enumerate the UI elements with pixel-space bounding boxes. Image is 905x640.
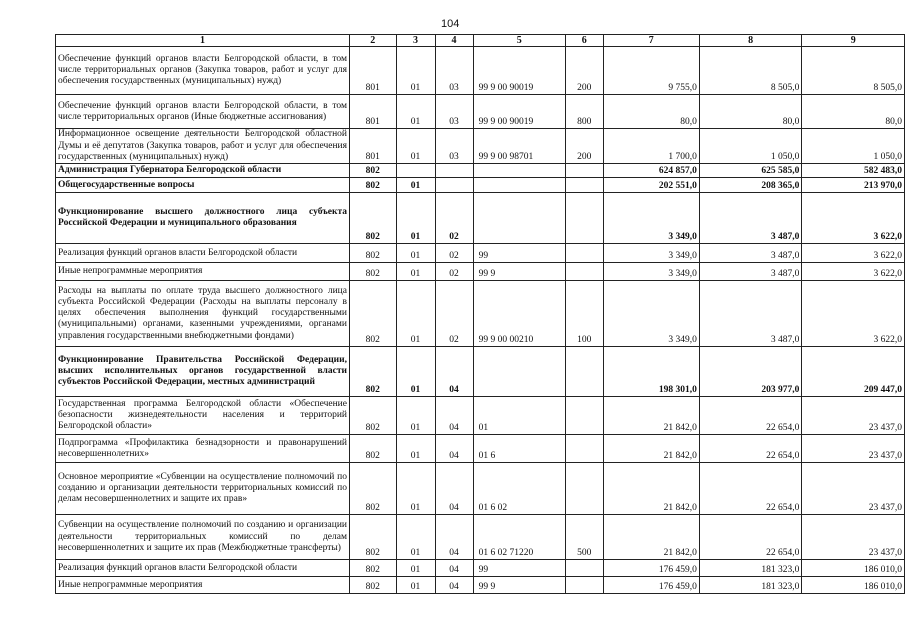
ministry-code-cell: 802 (350, 193, 397, 244)
table-row (56, 515, 905, 560)
amount-year-2-cell: 181 323,0 (699, 577, 802, 594)
subsection-code-cell: 04 (435, 515, 473, 560)
item-name-cell: Общегосударственные вопросы (56, 178, 350, 193)
subsection-code-cell: 03 (435, 95, 473, 129)
amount-year-2-cell: 80,0 (699, 95, 802, 129)
ministry-code-cell: 801 (350, 47, 397, 95)
section-code-cell: 01 (396, 463, 435, 515)
subsection-code-cell: 02 (435, 193, 473, 244)
expense-type-cell (565, 178, 603, 193)
target-article-cell (473, 347, 565, 397)
amount-year-2-cell: 625 585,0 (699, 164, 802, 178)
column-header: 5 (473, 35, 565, 47)
item-name-cell: Иные непрограммные мероприятия (56, 577, 350, 594)
item-name-cell: Государственная программа Белгородской области «Обеспечение безопасности жизнедеятельности населения и территорий Белгородской области» (56, 397, 350, 435)
expense-type-cell (565, 347, 603, 397)
amount-year-1-cell: 176 459,0 (603, 560, 699, 577)
item-name-cell: Обеспечение функций органов власти Белгородской области, в том числе территориальных органов (Закупка товаров, работ и услуг для обеспечения государственных (муниципальных) нужд) (56, 47, 350, 95)
amount-year-2-cell: 208 365,0 (699, 178, 802, 193)
ministry-code-cell: 802 (350, 463, 397, 515)
item-name-cell: Иные непрограммные мероприятия (56, 263, 350, 281)
item-name-cell: Администрация Губернатора Белгородской области (56, 164, 350, 178)
subsection-code-cell (435, 178, 473, 193)
amount-year-2-cell: 8 505,0 (699, 47, 802, 95)
ministry-code-cell: 801 (350, 95, 397, 129)
column-header: 3 (396, 35, 435, 47)
ministry-code-cell: 802 (350, 281, 397, 347)
table-row (56, 263, 905, 281)
ministry-code-cell: 802 (350, 263, 397, 281)
budget-table (55, 34, 905, 594)
section-code-cell: 01 (396, 515, 435, 560)
amount-year-3-cell: 1 050,0 (802, 129, 905, 164)
column-header: 7 (603, 35, 699, 47)
amount-year-3-cell: 80,0 (802, 95, 905, 129)
ministry-code-cell: 802 (350, 244, 397, 263)
amount-year-2-cell: 3 487,0 (699, 263, 802, 281)
amount-year-3-cell: 23 437,0 (802, 463, 905, 515)
target-article-cell: 01 6 (473, 435, 565, 463)
item-name-cell: Расходы на выплаты по оплате труда высшего должностного лица субъекта Российской Федерации (Расходы на выплаты персоналу в целях обеспечения выполнения функций государственными (муниципальными) органами, казенными учреждениями, органами управления государственными внебюджетными фондами) (56, 281, 350, 347)
amount-year-1-cell: 198 301,0 (603, 347, 699, 397)
table-row (56, 129, 905, 164)
ministry-code-cell: 802 (350, 435, 397, 463)
amount-year-3-cell: 23 437,0 (802, 435, 905, 463)
column-header: 9 (802, 35, 905, 47)
target-article-cell (473, 178, 565, 193)
item-name-cell: Основное мероприятие «Субвенции на осуществление полномочий по созданию и организации деятельности территориальных комиссий по делам несовершеннолетних и защите их прав» (56, 463, 350, 515)
item-name-cell: Обеспечение функций органов власти Белгородской области, в том числе территориальных органов (Иные бюджетные ассигнования) (56, 95, 350, 129)
amount-year-1-cell: 3 349,0 (603, 263, 699, 281)
column-header: 6 (565, 35, 603, 47)
amount-year-3-cell: 3 622,0 (802, 281, 905, 347)
amount-year-3-cell: 8 505,0 (802, 47, 905, 95)
ministry-code-cell: 802 (350, 577, 397, 594)
amount-year-3-cell: 23 437,0 (802, 397, 905, 435)
section-code-cell: 01 (396, 244, 435, 263)
amount-year-2-cell: 22 654,0 (699, 463, 802, 515)
item-name-cell: Функционирование высшего должностного лица субъекта Российской Федерации и муниципального образования (56, 193, 350, 244)
subsection-code-cell: 04 (435, 560, 473, 577)
section-code-cell: 01 (396, 129, 435, 164)
expense-type-cell: 200 (565, 47, 603, 95)
section-code-cell: 01 (396, 193, 435, 244)
section-code-cell: 01 (396, 435, 435, 463)
section-code-cell: 01 (396, 397, 435, 435)
amount-year-2-cell: 3 487,0 (699, 193, 802, 244)
expense-type-cell: 500 (565, 515, 603, 560)
section-code-cell: 01 (396, 47, 435, 95)
amount-year-1-cell: 9 755,0 (603, 47, 699, 95)
target-article-cell: 99 9 00 00210 (473, 281, 565, 347)
header-row (56, 35, 905, 47)
item-name-cell: Реализация функций органов власти Белгородской области (56, 244, 350, 263)
column-header: 2 (350, 35, 397, 47)
section-code-cell: 01 (396, 95, 435, 129)
expense-type-cell: 100 (565, 281, 603, 347)
target-article-cell: 99 9 (473, 577, 565, 594)
amount-year-3-cell: 3 622,0 (802, 244, 905, 263)
section-code-cell: 01 (396, 577, 435, 594)
ministry-code-cell: 802 (350, 347, 397, 397)
expense-type-cell (565, 463, 603, 515)
amount-year-3-cell: 582 483,0 (802, 164, 905, 178)
amount-year-2-cell: 22 654,0 (699, 397, 802, 435)
expense-type-cell: 800 (565, 95, 603, 129)
expense-type-cell (565, 435, 603, 463)
amount-year-2-cell: 22 654,0 (699, 515, 802, 560)
target-article-cell (473, 193, 565, 244)
subsection-code-cell: 03 (435, 47, 473, 95)
subsection-code-cell: 02 (435, 281, 473, 347)
target-article-cell: 99 9 (473, 263, 565, 281)
expense-type-cell (565, 577, 603, 594)
expense-type-cell (565, 397, 603, 435)
amount-year-2-cell: 3 487,0 (699, 281, 802, 347)
expense-type-cell: 200 (565, 129, 603, 164)
amount-year-2-cell: 22 654,0 (699, 435, 802, 463)
column-header: 4 (435, 35, 473, 47)
table-row (56, 178, 905, 193)
amount-year-1-cell: 21 842,0 (603, 397, 699, 435)
ministry-code-cell: 802 (350, 560, 397, 577)
table-row (56, 95, 905, 129)
expense-type-cell (565, 193, 603, 244)
amount-year-3-cell: 3 622,0 (802, 263, 905, 281)
table-row (56, 577, 905, 594)
table-row (56, 435, 905, 463)
page-number: 104 (441, 18, 460, 30)
amount-year-1-cell: 1 700,0 (603, 129, 699, 164)
section-code-cell: 01 (396, 263, 435, 281)
section-code-cell (396, 164, 435, 178)
section-code-cell: 01 (396, 178, 435, 193)
amount-year-1-cell: 3 349,0 (603, 193, 699, 244)
amount-year-1-cell: 21 842,0 (603, 515, 699, 560)
column-header: 1 (56, 35, 350, 47)
table-row (56, 281, 905, 347)
amount-year-1-cell: 3 349,0 (603, 244, 699, 263)
expense-type-cell (565, 244, 603, 263)
table-row (56, 560, 905, 577)
section-code-cell: 01 (396, 347, 435, 397)
table-row (56, 397, 905, 435)
amount-year-3-cell: 186 010,0 (802, 577, 905, 594)
subsection-code-cell: 03 (435, 129, 473, 164)
expense-type-cell (565, 263, 603, 281)
ministry-code-cell: 802 (350, 164, 397, 178)
subsection-code-cell: 02 (435, 263, 473, 281)
target-article-cell: 01 6 02 (473, 463, 565, 515)
target-article-cell: 01 6 02 71220 (473, 515, 565, 560)
subsection-code-cell: 04 (435, 463, 473, 515)
amount-year-1-cell: 3 349,0 (603, 281, 699, 347)
subsection-code-cell: 02 (435, 244, 473, 263)
ministry-code-cell: 802 (350, 397, 397, 435)
amount-year-1-cell: 176 459,0 (603, 577, 699, 594)
item-name-cell: Информационное освещение деятельности Белгородской областной Думы и её депутатов (Закупка товаров, работ и услуг для обеспечения государственных (муниципальных) нужд) (56, 129, 350, 164)
target-article-cell: 99 9 00 98701 (473, 129, 565, 164)
section-code-cell: 01 (396, 281, 435, 347)
table-row (56, 463, 905, 515)
expense-type-cell (565, 164, 603, 178)
table-row (56, 193, 905, 244)
table-body (56, 35, 905, 594)
item-name-cell: Подпрограмма «Профилактика безнадзорности и правонарушений несовершеннолетних» (56, 435, 350, 463)
amount-year-3-cell: 23 437,0 (802, 515, 905, 560)
amount-year-2-cell: 1 050,0 (699, 129, 802, 164)
subsection-code-cell: 04 (435, 397, 473, 435)
section-code-cell: 01 (396, 560, 435, 577)
subsection-code-cell (435, 164, 473, 178)
table-row (56, 164, 905, 178)
item-name-cell: Реализация функций органов власти Белгородской области (56, 560, 350, 577)
amount-year-1-cell: 202 551,0 (603, 178, 699, 193)
amount-year-1-cell: 80,0 (603, 95, 699, 129)
target-article-cell (473, 164, 565, 178)
amount-year-2-cell: 3 487,0 (699, 244, 802, 263)
ministry-code-cell: 801 (350, 129, 397, 164)
amount-year-3-cell: 213 970,0 (802, 178, 905, 193)
amount-year-3-cell: 3 622,0 (802, 193, 905, 244)
ministry-code-cell: 802 (350, 178, 397, 193)
expense-type-cell (565, 560, 603, 577)
table-row (56, 347, 905, 397)
amount-year-3-cell: 186 010,0 (802, 560, 905, 577)
table-row (56, 244, 905, 263)
amount-year-3-cell: 209 447,0 (802, 347, 905, 397)
subsection-code-cell: 04 (435, 577, 473, 594)
amount-year-1-cell: 624 857,0 (603, 164, 699, 178)
subsection-code-cell: 04 (435, 347, 473, 397)
amount-year-1-cell: 21 842,0 (603, 463, 699, 515)
item-name-cell: Функционирование Правительства Российской Федерации, высших исполнительных органов государственной власти субъектов Российской Федерации, местных администраций (56, 347, 350, 397)
target-article-cell: 99 9 00 90019 (473, 47, 565, 95)
target-article-cell: 01 (473, 397, 565, 435)
amount-year-2-cell: 203 977,0 (699, 347, 802, 397)
item-name-cell: Субвенции на осуществление полномочий по созданию и организации деятельности территориальных комиссий по делам несовершеннолетних и защите их прав (Межбюджетные трансферты) (56, 515, 350, 560)
subsection-code-cell: 04 (435, 435, 473, 463)
amount-year-1-cell: 21 842,0 (603, 435, 699, 463)
target-article-cell: 99 9 00 90019 (473, 95, 565, 129)
column-header: 8 (699, 35, 802, 47)
target-article-cell: 99 (473, 244, 565, 263)
amount-year-2-cell: 181 323,0 (699, 560, 802, 577)
target-article-cell: 99 (473, 560, 565, 577)
ministry-code-cell: 802 (350, 515, 397, 560)
table-row (56, 47, 905, 95)
